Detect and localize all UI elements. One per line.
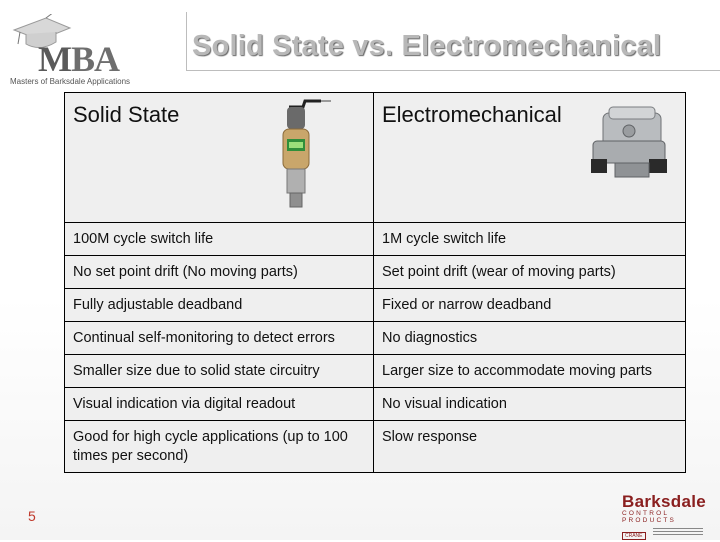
logo-ba: BA [70, 39, 119, 79]
table-row [65, 322, 686, 355]
table-cell: Larger size to accommodate moving parts [374, 355, 686, 388]
brand-fine-print [653, 528, 703, 537]
page-number: 5 [28, 508, 36, 524]
table-row [65, 223, 686, 256]
table-cell: Set point drift (wear of moving parts) [374, 256, 686, 289]
table-cell: Fully adjustable deadband [65, 289, 374, 322]
crane-badge: CRANE [622, 532, 646, 540]
table-cell: Fixed or narrow deadband [374, 289, 686, 322]
slide-title: Solid State vs. Electromechanical [192, 30, 662, 62]
table-cell: No set point drift (No moving parts) [65, 256, 374, 289]
header-cell-solid-state [65, 93, 374, 223]
table-cell: Smaller size due to solid state circuitry [65, 355, 374, 388]
table-row [65, 388, 686, 421]
header-divider-vertical [186, 12, 187, 70]
table-cell: No diagnostics [374, 322, 686, 355]
logo-tagline: Masters of Barksdale Applications [10, 77, 131, 86]
logo-wordmark [38, 38, 119, 80]
table-row [65, 289, 686, 322]
header-label-solid-state: Solid State [73, 102, 180, 127]
header-divider-horizontal [186, 70, 720, 71]
table-row [65, 256, 686, 289]
table-cell: 1M cycle switch life [374, 223, 686, 256]
logo-m: M [38, 39, 71, 79]
table-cell: Good for high cycle applications (up to 100 times per second) [65, 421, 374, 473]
barksdale-logo [622, 492, 714, 542]
table-cell: 100M cycle switch life [65, 223, 374, 256]
mba-logo [8, 14, 158, 90]
table-cell: Continual self-monitoring to detect errors [65, 322, 374, 355]
brand-subtitle: CONTROL PRODUCTS [622, 510, 677, 524]
table-row [65, 355, 686, 388]
table-header-row [65, 93, 686, 223]
brand-name: Barksdale [622, 492, 706, 511]
table-cell: Visual indication via digital readout [65, 388, 374, 421]
table-row [65, 421, 686, 473]
electromechanical-switch-image [589, 103, 677, 185]
solid-state-switch-image [263, 99, 333, 211]
comparison-table [64, 92, 686, 473]
header-label-electromechanical: Electromechanical [382, 102, 562, 127]
table-cell: Slow response [374, 421, 686, 473]
header-cell-electromechanical [374, 93, 686, 223]
table-cell: No visual indication [374, 388, 686, 421]
